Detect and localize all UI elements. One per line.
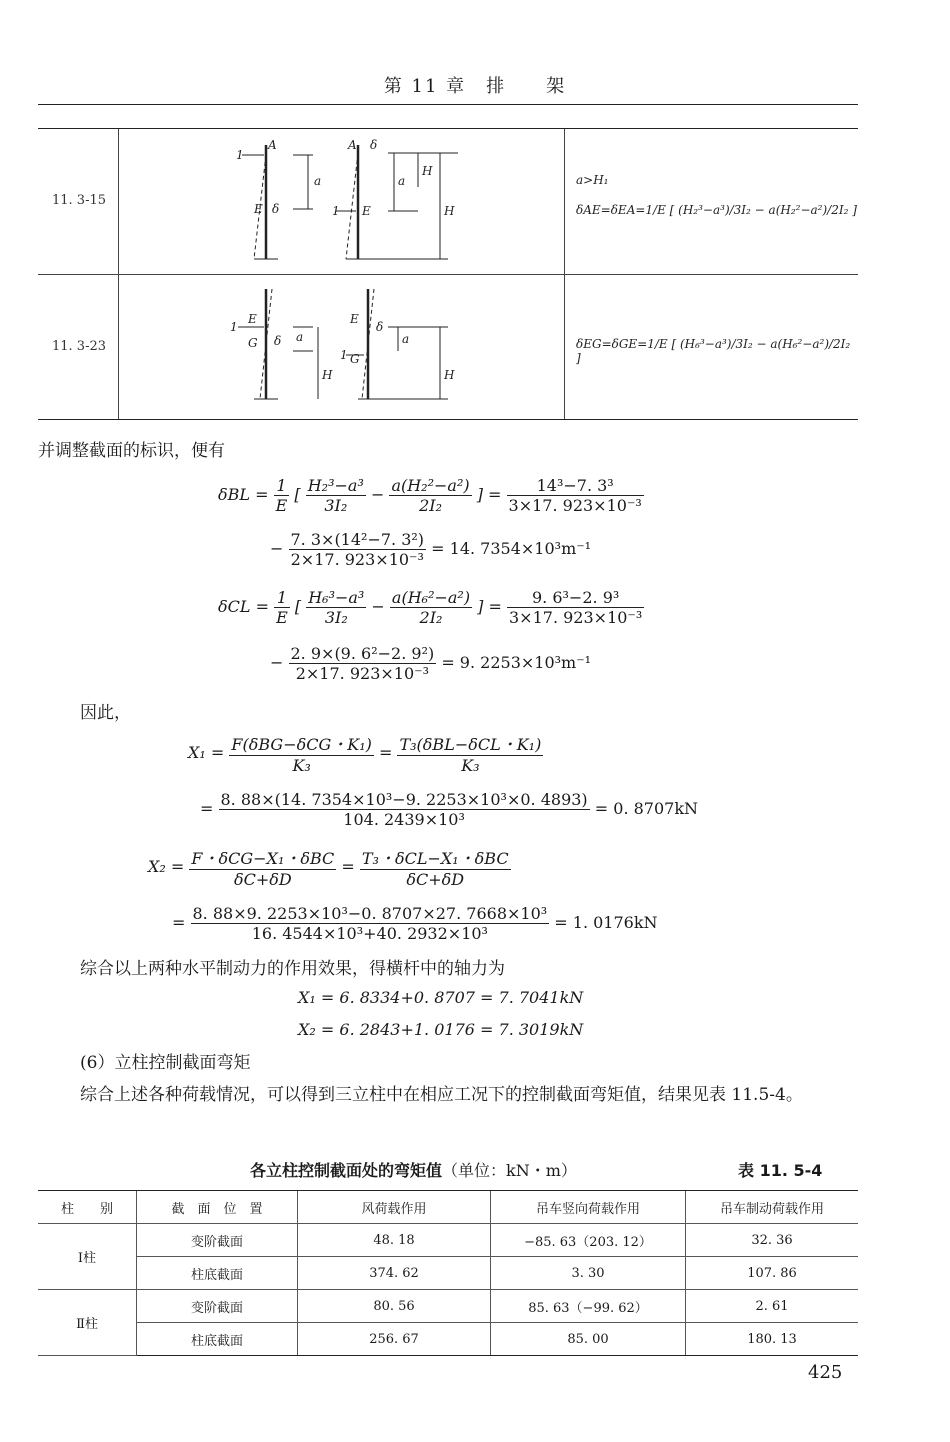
- paragraph: 综合上述各种荷载情况，可以得到三立柱中在相应工况下的控制截面弯矩值，结果见表 11.5-4。: [80, 1085, 803, 1105]
- value-cell: 80. 56: [298, 1290, 491, 1323]
- svg-text:1: 1: [230, 320, 238, 334]
- svg-text:a: a: [398, 174, 406, 188]
- svg-text:a: a: [314, 174, 322, 188]
- value-cell: −85. 63（203. 12）: [491, 1224, 686, 1257]
- position-cell: 变阶截面: [137, 1224, 298, 1257]
- svg-text:H: H: [322, 368, 333, 382]
- value-cell: 3. 30: [491, 1257, 686, 1290]
- header-rule: [38, 104, 858, 105]
- value-cell: 2. 61: [686, 1290, 859, 1323]
- svg-text:δ: δ: [272, 202, 280, 216]
- table-header: 风荷载作用: [298, 1191, 491, 1224]
- equation-x2-cont: = $\frac{\text{8. 88×9. 2253×10³−0. 8707×27. 7668×10³}}{\text{16. 4544×10³+40. 2932×10³}}$ = 1. 0176kN: [172, 904, 658, 943]
- column-diagram-1: [218, 135, 458, 269]
- svg-text:1: 1: [340, 348, 348, 362]
- svg-text:H: H: [444, 368, 455, 382]
- table-row: [38, 1224, 858, 1257]
- value-cell: 32. 36: [686, 1224, 859, 1257]
- table-row: [38, 1323, 858, 1356]
- value-cell: 85. 63（−99. 62）: [491, 1290, 686, 1323]
- table-header: 截 面 位 置: [137, 1191, 298, 1224]
- paragraph: 综合以上两种水平制动力的作用效果，得横杆中的轴力为: [80, 959, 505, 979]
- svg-text:A: A: [268, 138, 277, 152]
- value-cell: 374. 62: [298, 1257, 491, 1290]
- condition: a>H₁: [576, 173, 609, 187]
- paragraph: 因此，: [80, 703, 131, 723]
- svg-text:A: A: [348, 138, 357, 152]
- value-cell: 48. 18: [298, 1224, 491, 1257]
- figure-table: [38, 128, 858, 420]
- moment-table: [38, 1190, 858, 1356]
- row-code: 11. 3-23: [52, 339, 107, 354]
- column-label: Ⅰ柱: [38, 1224, 137, 1290]
- formula: δEG=δGE=1/E [ (H₆³−a³)/3I₂ − a(H₆²−a²)/2I₂ ]: [576, 337, 851, 365]
- equation-x2-final: X₂ = 6. 2843+1. 0176 = 7. 3019kN: [298, 1020, 584, 1039]
- equation-dbl: δBL = $\frac{1}{E}$ [ $\frac{\text{H₂³−a³}}{\text{3I₂}}$ − $\frac{\text{a(H₂²−a²)}}{\text{2I₂}}$ ] = $\frac{\text{14³−7. 3³}}{\text{3×17. 923×10⁻³}}$: [218, 476, 642, 515]
- svg-text:E: E: [362, 204, 371, 218]
- equation-x1-final: X₁ = 6. 8334+0. 8707 = 7. 7041kN: [298, 988, 584, 1007]
- svg-text:a: a: [296, 330, 304, 344]
- equation-dcl-cont: − $\frac{\text{2. 9×(9. 6²−2. 9²)}}{\text{2×17. 923×10⁻³}}$ = 9. 2253×10³m⁻¹: [270, 644, 592, 683]
- equation-x1: X₁ = $\frac{\text{F(δBG−δCG・K₁)}}{\text{K₃}}$ = $\frac{\text{T₃(δBL−δCL・K₁)}}{\text{K₃}}$: [188, 732, 543, 775]
- svg-text:H: H: [422, 164, 433, 178]
- svg-text:δ: δ: [274, 334, 282, 348]
- equation-x1-cont: = $\frac{\text{8. 88×(14. 7354×10³−9. 2253×10³×0. 4893)}}{\text{104. 2439×10³}}$ = 0. 8707kN: [200, 790, 699, 829]
- svg-text:G: G: [350, 352, 360, 366]
- table-number: 表 11. 5-4: [738, 1161, 823, 1180]
- svg-text:E: E: [254, 202, 263, 216]
- svg-text:a: a: [402, 332, 410, 346]
- value-cell: 256. 67: [298, 1323, 491, 1356]
- page-number: 425: [808, 1362, 843, 1383]
- paragraph: 并调整截面的标识，便有: [38, 441, 225, 461]
- svg-text:δ: δ: [370, 138, 378, 152]
- svg-text:δ: δ: [376, 320, 384, 334]
- table-caption: 各立柱控制截面处的弯矩值（单位：kN・m）: [250, 1161, 577, 1180]
- equation-x2: X₂ = $\frac{\text{F・δCG−X₁・δBC}}{\delta C+\delta D}$ = $\frac{\text{T₃・δCL−X₁・δBC}}{\delta C+\delta D}$: [148, 846, 511, 889]
- equation-dcl: δCL = $\frac{1}{E}$ [ $\frac{\text{H₆³−a³}}{\text{3I₂}}$ − $\frac{\text{a(H₆²−a²)}}{\text{2I₂}}$ ] = $\frac{\text{9. 6³−2. 9³}}{\text{3×17. 923×10⁻³}}$: [218, 588, 643, 627]
- table-header: 吊车竖向荷载作用: [491, 1191, 686, 1224]
- position-cell: 柱底截面: [137, 1323, 298, 1356]
- column-label: Ⅱ柱: [38, 1290, 137, 1356]
- table-row: [38, 1290, 858, 1323]
- equation-dbl-cont: − $\frac{\text{7. 3×(14²−7. 3²)}}{\text{2×17. 923×10⁻³}}$ = 14. 7354×10³m⁻¹: [270, 530, 592, 569]
- formula: δAE=δEA=1/E [ (H₂³−a³)/3I₂ − a(H₂²−a²)/2I₂ ]: [576, 203, 857, 217]
- svg-text:E: E: [350, 312, 359, 326]
- value-cell: 85. 00: [491, 1323, 686, 1356]
- position-cell: 变阶截面: [137, 1290, 298, 1323]
- section-heading: (6）立柱控制截面弯矩: [80, 1053, 251, 1073]
- value-cell: 107. 86: [686, 1257, 859, 1290]
- table-header: 吊车制动荷载作用: [686, 1191, 859, 1224]
- table-row: [38, 1257, 858, 1290]
- svg-text:1: 1: [332, 204, 340, 218]
- svg-text:G: G: [248, 336, 258, 350]
- table-header: 柱 别: [38, 1191, 137, 1224]
- position-cell: 柱底截面: [137, 1257, 298, 1290]
- column-diagram-2: [218, 279, 458, 409]
- row-code: 11. 3-15: [52, 193, 107, 208]
- value-cell: 180. 13: [686, 1323, 859, 1356]
- chapter-header: 第 11 章 排 架: [383, 76, 567, 97]
- svg-text:1: 1: [236, 148, 244, 162]
- table-header-row: [38, 1191, 858, 1224]
- svg-text:E: E: [248, 312, 257, 326]
- svg-text:H: H: [444, 204, 455, 218]
